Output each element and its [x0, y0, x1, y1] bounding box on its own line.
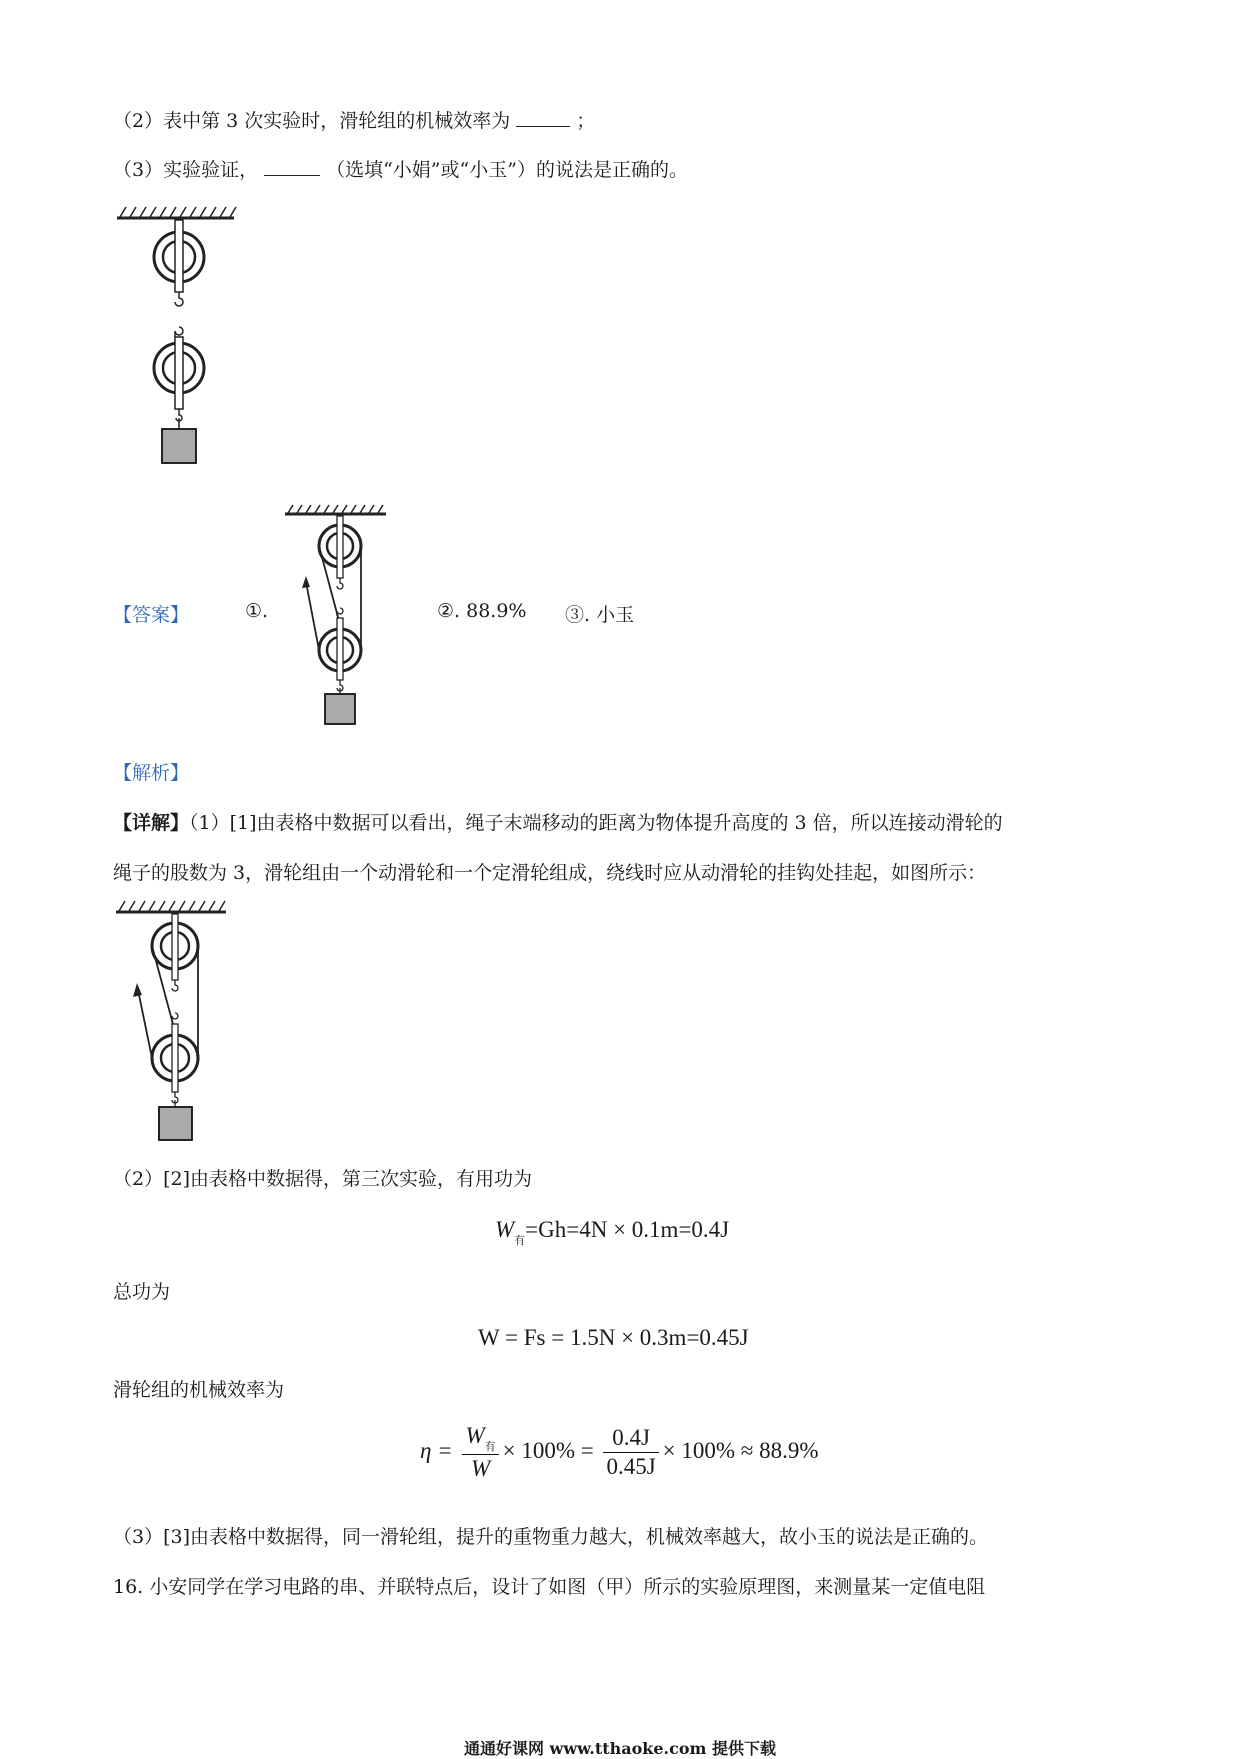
q3-line: [113, 155, 688, 182]
answer-item-3-text: ③. 小玉: [565, 604, 635, 626]
fraction-value-num: 0.4J: [603, 1424, 658, 1453]
fraction-value-den: 0.45J: [606, 1454, 656, 1479]
answer-item-3: [565, 600, 634, 627]
total-work-line: [113, 1277, 170, 1304]
detail-line-1: [113, 808, 1003, 835]
analysis-line: [113, 758, 189, 785]
answer-item-2: [437, 600, 526, 622]
fraction-w-num: $W_有$: [462, 1422, 498, 1455]
q2-line: [113, 106, 595, 133]
answer-item-2-text: ②. 88.9%: [437, 600, 527, 622]
formula-eff-end: × 100% ≈ 88.9%: [662, 1437, 819, 1463]
detail-text-2: 绳子的股数为 3，滑轮组由一个动滑轮和一个定滑轮组成，绕线时应从动滑轮的挂钩处挂起，如图所示：: [113, 862, 987, 884]
part3-line: [113, 1522, 988, 1549]
formula-eta: η =: [420, 1437, 453, 1463]
part2-intro: [113, 1164, 532, 1191]
formula-useful-rhs: =Gh=4N × 0.1m=0.4J: [525, 1217, 730, 1242]
footer: 通通好课网 www.tthaoke.com 提供下载: [463, 1739, 777, 1758]
q3-blank: [264, 157, 320, 176]
answer-item-1-text: ①.: [245, 600, 269, 622]
answer-line: [113, 600, 189, 627]
analysis-label: 【解析】: [113, 762, 190, 784]
q2-text: （2）表中第 3 次实验时，滑轮组的机械效率为: [113, 110, 511, 132]
q2-blank: [516, 108, 570, 127]
q2-tail: ；: [576, 110, 596, 132]
formula-efficiency: [420, 1422, 819, 1483]
question-16-text: 16. 小安同学在学习电路的串、并联特点后，设计了如图（甲）所示的实验原理图，来测量某一定值电阻: [113, 1576, 986, 1598]
efficiency-line: [113, 1375, 284, 1402]
fraction-value-ratio: [603, 1424, 658, 1481]
question-16-line: [113, 1572, 985, 1599]
pulley-figure-analysis: [112, 900, 242, 1160]
detail-label: 【详解】: [113, 812, 190, 834]
fraction-w-den: W: [470, 1456, 491, 1481]
q3-tail: （选填“小娟”或“小玉”）的说法是正确的。: [326, 159, 688, 181]
detail-line-2: [113, 858, 986, 885]
formula-useful-work: [495, 1217, 730, 1247]
formula-useful-sub: 有: [514, 1235, 526, 1247]
efficiency-label: 滑轮组的机械效率为: [113, 1379, 285, 1401]
detail-text-1: （1）[1]由表格中数据可以看出，绳子末端移动的距离为物体提升高度的 3 倍，所以连接动滑轮的: [189, 812, 1003, 834]
q3-text: （3）实验验证，: [113, 159, 259, 181]
part2-intro-text: （2）[2]由表格中数据得，第三次实验，有用功为: [113, 1168, 533, 1190]
fraction-w-ratio: [462, 1422, 498, 1483]
pulley-figure-answer: [280, 504, 400, 744]
formula-total-work: [478, 1325, 749, 1351]
total-work-label: 总功为: [113, 1281, 171, 1303]
formula-eff-mid: × 100% =: [502, 1437, 594, 1463]
part3-text: （3）[3]由表格中数据得，同一滑轮组，提升的重物重力越大，机械效率越大，故小玉的说法是正确的。: [113, 1526, 989, 1548]
formula-total-text: W = Fs = 1.5N × 0.3m=0.45J: [478, 1325, 749, 1350]
formula-useful-lhs: W: [495, 1217, 515, 1242]
answer-label: 【答案】: [113, 604, 190, 626]
pulley-figure-unwound: [112, 205, 252, 475]
answer-item-1: [245, 600, 268, 622]
